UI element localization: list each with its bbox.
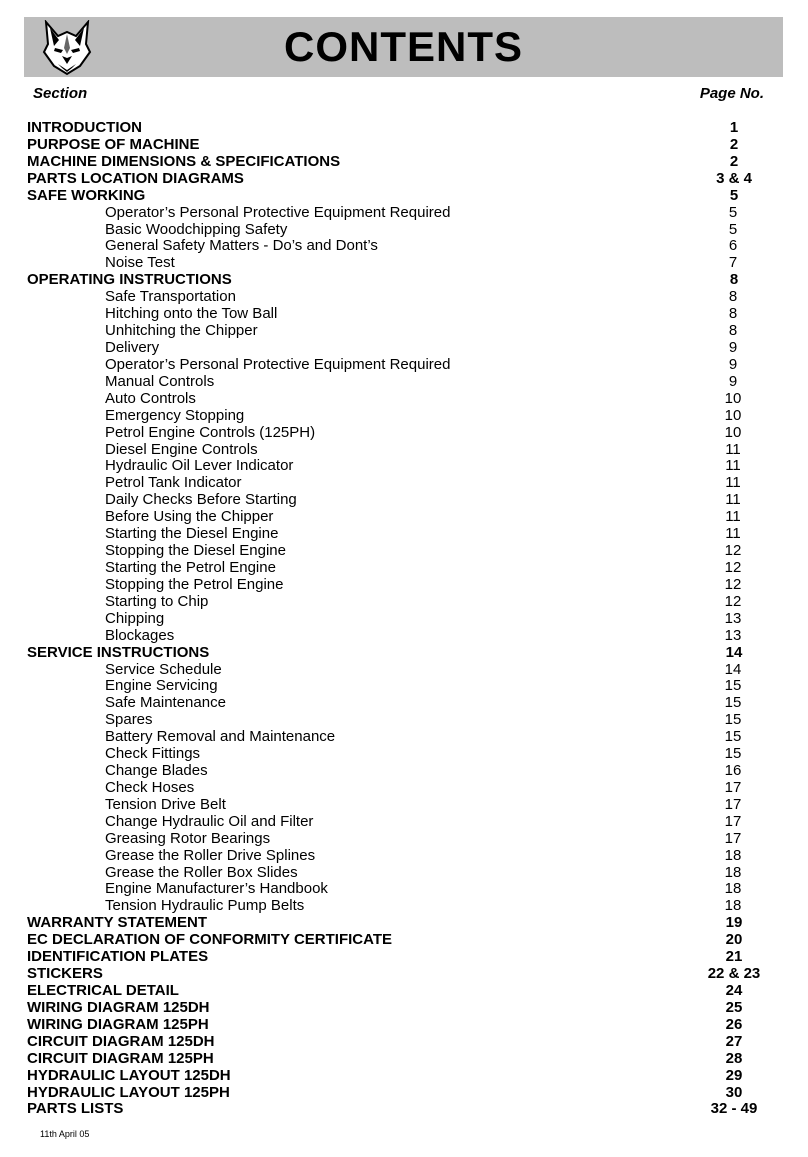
toc-subsection-row bbox=[27, 712, 763, 729]
toc-subsection-row bbox=[27, 848, 763, 865]
toc-subsection-row bbox=[27, 289, 763, 306]
toc-entry-label: Blockages bbox=[105, 626, 175, 644]
toc-subsection-row bbox=[27, 323, 763, 340]
toc-subsection-row bbox=[27, 238, 763, 255]
toc-entry-label: Battery Removal and Maintenance bbox=[105, 728, 336, 746]
toc-entry-page: 7 bbox=[728, 254, 738, 272]
page-title: CONTENTS bbox=[284, 23, 523, 70]
toc-entry-label: Tension Drive Belt bbox=[105, 795, 226, 813]
toc-entry-page: 15 bbox=[724, 745, 742, 763]
toc-subsection-row bbox=[27, 357, 763, 374]
toc-subsection-row bbox=[27, 205, 763, 222]
toc-entry-label: Chipping bbox=[105, 609, 165, 627]
toc-entry-label: HYDRAULIC LAYOUT 125DH bbox=[27, 1066, 231, 1084]
toc-entry-label: Engine Servicing bbox=[105, 677, 218, 695]
toc-entry-label: Check Fittings bbox=[105, 745, 201, 763]
toc-subsection-row bbox=[27, 678, 763, 695]
toc-subsection-row bbox=[27, 391, 763, 408]
toc-entry-page: 20 bbox=[725, 931, 743, 949]
toc-entry-label: Delivery bbox=[105, 338, 160, 356]
toc-subsection-row bbox=[27, 458, 763, 475]
toc-entry-label: Safe Maintenance bbox=[105, 694, 226, 712]
toc-entry-label: Before Using the Chipper bbox=[105, 508, 274, 526]
toc-entry-label: WIRING DIAGRAM 125DH bbox=[27, 998, 210, 1016]
toc-entry-page: 16 bbox=[724, 762, 742, 780]
toc-section-row bbox=[27, 154, 763, 171]
toc-entry-page: 8 bbox=[728, 322, 738, 340]
toc-entry-page: 15 bbox=[724, 728, 742, 746]
toc-entry-page: 12 bbox=[724, 542, 742, 560]
toc-entry-page: 26 bbox=[725, 1015, 743, 1033]
toc-entry-page: 10 bbox=[724, 423, 742, 441]
toc-entry-page: 29 bbox=[725, 1066, 743, 1084]
toc-entry-page: 15 bbox=[724, 711, 742, 729]
toc-entry-label: MACHINE DIMENSIONS & SPECIFICATIONS bbox=[27, 152, 341, 170]
toc-entry-label: Operator’s Personal Protective Equipment Required bbox=[105, 355, 451, 373]
toc-entry-page: 1 bbox=[729, 119, 739, 136]
toc-section-row bbox=[27, 949, 763, 966]
toc-subsection-row bbox=[27, 374, 763, 391]
toc-subsection-row bbox=[27, 881, 763, 898]
toc-entry-label: WARRANTY STATEMENT bbox=[27, 914, 207, 932]
toc-entry-page: 8 bbox=[728, 288, 738, 306]
toc-section-row bbox=[27, 1000, 763, 1017]
toc-entry-label: STICKERS bbox=[27, 965, 103, 983]
toc-entry-label: Hitching onto the Tow Ball bbox=[105, 305, 278, 323]
toc-subsection-row bbox=[27, 560, 763, 577]
toc-subsection-row bbox=[27, 543, 763, 560]
toc-entry-label: Daily Checks Before Starting bbox=[105, 491, 297, 509]
toc-section-row bbox=[27, 1085, 763, 1102]
footer-date: 11th April 05 bbox=[40, 1129, 90, 1139]
toc-subsection-row bbox=[27, 814, 763, 831]
toc-entry-page: 10 bbox=[724, 406, 742, 424]
toc-entry-page: 8 bbox=[728, 305, 738, 323]
toc-subsection-row bbox=[27, 746, 763, 763]
toc-subsection-row bbox=[27, 340, 763, 357]
toc-entry-page: 18 bbox=[724, 863, 742, 881]
toc-entry-label: General Safety Matters - Do’s and Dont’s bbox=[105, 237, 378, 255]
toc-entry-label: Change Blades bbox=[105, 762, 208, 780]
toc-entry-page: 14 bbox=[724, 660, 742, 678]
toc-entry-label: Unhitching the Chipper bbox=[105, 322, 258, 340]
toc-entry-label: Tension Hydraulic Pump Belts bbox=[105, 897, 305, 915]
toc-entry-label: Greasing Rotor Bearings bbox=[105, 829, 271, 847]
toc-entry-page: 12 bbox=[724, 592, 742, 610]
toc-entry-label: Safe Transportation bbox=[105, 288, 236, 306]
toc-entry-page: 22 & 23 bbox=[707, 965, 761, 983]
toc-entry-label: WIRING DIAGRAM 125PH bbox=[27, 1015, 209, 1033]
toc-section-row bbox=[27, 171, 763, 188]
toc-entry-page: 17 bbox=[724, 778, 742, 796]
toc-entry-page: 13 bbox=[724, 609, 742, 627]
toc-entry-page: 30 bbox=[725, 1083, 743, 1101]
toc-section-row bbox=[27, 645, 763, 662]
toc-entry-label: Petrol Engine Controls (125PH) bbox=[105, 423, 316, 441]
toc-entry-page: 27 bbox=[725, 1032, 743, 1050]
toc-entry-page: 2 bbox=[729, 152, 739, 170]
toc-entry-label: Operator’s Personal Protective Equipment Required bbox=[105, 203, 451, 221]
toc-subsection-row bbox=[27, 628, 763, 645]
toc-entry-page: 24 bbox=[725, 982, 743, 1000]
toc-entry-page: 5 bbox=[728, 203, 738, 221]
toc-subsection-row bbox=[27, 425, 763, 442]
toc-section-row bbox=[27, 966, 763, 983]
toc-section-row bbox=[27, 1034, 763, 1051]
toc-entry-page: 11 bbox=[725, 508, 741, 526]
toc-entry-label: Stopping the Diesel Engine bbox=[105, 542, 286, 560]
toc-section-row bbox=[27, 1068, 763, 1085]
toc-entry-label: Spares bbox=[105, 711, 153, 729]
toc-entry-label: EC DECLARATION OF CONFORMITY CERTIFICATE bbox=[27, 931, 392, 949]
toc-entry-page: 3 & 4 bbox=[716, 169, 752, 187]
toc-subsection-row bbox=[27, 898, 763, 915]
toc-entry-label: CIRCUIT DIAGRAM 125PH bbox=[27, 1049, 214, 1067]
toc-entry-label: Engine Manufacturer’s Handbook bbox=[105, 880, 328, 898]
toc-entry-page: 19 bbox=[725, 914, 743, 932]
toc-entry-page: 18 bbox=[724, 846, 742, 864]
toc-entry-label: Starting the Petrol Engine bbox=[105, 558, 276, 576]
toc-entry-label: Check Hoses bbox=[105, 778, 195, 796]
toc-entry-page: 11 bbox=[725, 491, 741, 509]
toc-entry-label: Diesel Engine Controls bbox=[105, 440, 258, 458]
toc-entry-page: 6 bbox=[728, 237, 738, 255]
toc-entry-page: 21 bbox=[725, 948, 743, 966]
toc-entry-page: 11 bbox=[725, 457, 741, 475]
toc-entry-label: Service Schedule bbox=[105, 660, 222, 678]
toc-entry-page: 18 bbox=[724, 897, 742, 915]
toc-entry-label: Change Hydraulic Oil and Filter bbox=[105, 812, 314, 830]
toc-entry-label: Auto Controls bbox=[105, 389, 196, 407]
toc-subsection-row bbox=[27, 729, 763, 746]
toc-entry-page: 14 bbox=[725, 643, 743, 661]
toc-subsection-row bbox=[27, 865, 763, 882]
toc-subsection-row bbox=[27, 222, 763, 239]
toc-entry-label: Basic Woodchipping Safety bbox=[105, 220, 288, 238]
toc-subsection-row bbox=[27, 255, 763, 272]
toc-subsection-row bbox=[27, 797, 763, 814]
toc-entry-page: 8 bbox=[729, 271, 739, 289]
toc-entry-label: OPERATING INSTRUCTIONS bbox=[27, 271, 232, 289]
toc-entry-label: Emergency Stopping bbox=[105, 406, 245, 424]
toc-subsection-row bbox=[27, 492, 763, 509]
toc-entry-page: 11 bbox=[725, 440, 741, 458]
section-column-header: Section bbox=[33, 85, 88, 102]
toc-entry-page: 17 bbox=[724, 795, 742, 813]
toc-section-row bbox=[27, 915, 763, 932]
toc-subsection-row bbox=[27, 780, 763, 797]
toc-subsection-row bbox=[27, 662, 763, 679]
page-column-header: Page No. bbox=[699, 85, 764, 102]
toc-section-row bbox=[27, 120, 763, 137]
toc-entry-page: 15 bbox=[724, 694, 742, 712]
toc-section-row bbox=[27, 932, 763, 949]
toc-entry-page: 11 bbox=[725, 525, 741, 543]
toc-entry-page: 9 bbox=[728, 355, 738, 373]
toc-entry-label: Noise Test bbox=[105, 254, 175, 272]
toc-entry-label: Stopping the Petrol Engine bbox=[105, 575, 284, 593]
toc-entry-label: Starting to Chip bbox=[105, 592, 209, 610]
toc-entry-label: SAFE WORKING bbox=[27, 186, 146, 204]
toc-entry-page: 10 bbox=[724, 389, 742, 407]
toc-entry-label: INTRODUCTION bbox=[27, 119, 142, 136]
toc-entry-label: Starting the Diesel Engine bbox=[105, 525, 279, 543]
toc-entry-page: 15 bbox=[724, 677, 742, 695]
toc-entry-page: 17 bbox=[724, 812, 742, 830]
toc-entry-page: 9 bbox=[728, 372, 738, 390]
toc-subsection-row bbox=[27, 594, 763, 611]
toc-entry-label: IDENTIFICATION PLATES bbox=[27, 948, 209, 966]
toc-entry-page: 9 bbox=[728, 338, 738, 356]
toc-entry-label: ELECTRICAL DETAIL bbox=[27, 982, 179, 1000]
toc-entry-page: 5 bbox=[728, 220, 738, 238]
toc-subsection-row bbox=[27, 695, 763, 712]
toc-subsection-row bbox=[27, 306, 763, 323]
toc-section-row bbox=[27, 1051, 763, 1068]
toc-entry-label: Hydraulic Oil Lever Indicator bbox=[105, 457, 294, 475]
toc-subsection-row bbox=[27, 408, 763, 425]
header-band bbox=[24, 17, 783, 77]
toc-entry-page: 25 bbox=[725, 998, 743, 1016]
toc-subsection-row bbox=[27, 509, 763, 526]
toc-entry-page: 5 bbox=[729, 186, 739, 204]
toc-entry-page: 28 bbox=[725, 1049, 743, 1067]
toc-entry-label: Grease the Roller Drive Splines bbox=[105, 846, 316, 864]
toc-entry-label: HYDRAULIC LAYOUT 125PH bbox=[27, 1083, 230, 1101]
toc-entry-page: 12 bbox=[724, 575, 742, 593]
toc-section-row bbox=[27, 983, 763, 1000]
toc-entry-page: 12 bbox=[724, 558, 742, 576]
toc-entry-label: PARTS LOCATION DIAGRAMS bbox=[27, 169, 244, 187]
toc-subsection-row bbox=[27, 763, 763, 780]
toc-entry-label: PARTS LISTS bbox=[27, 1100, 124, 1118]
toc-subsection-row bbox=[27, 611, 763, 628]
toc-entry-page: 2 bbox=[729, 135, 739, 153]
toc-entry-label: Grease the Roller Box Slides bbox=[105, 863, 298, 881]
toc-section-row bbox=[27, 272, 763, 289]
table-of-contents bbox=[27, 120, 763, 1118]
toc-entry-page: 11 bbox=[725, 474, 741, 492]
toc-entry-label: CIRCUIT DIAGRAM 125DH bbox=[27, 1032, 215, 1050]
toc-entry-page: 17 bbox=[724, 829, 742, 847]
toc-subsection-row bbox=[27, 831, 763, 848]
toc-section-row bbox=[27, 1101, 763, 1118]
toc-section-row bbox=[27, 137, 763, 154]
toc-section-row bbox=[27, 1017, 763, 1034]
toc-subsection-row bbox=[27, 526, 763, 543]
toc-subsection-row bbox=[27, 442, 763, 459]
toc-entry-label: PURPOSE OF MACHINE bbox=[27, 135, 200, 153]
toc-entry-page: 32 - 49 bbox=[710, 1100, 758, 1118]
toc-subsection-row bbox=[27, 577, 763, 594]
toc-entry-page: 13 bbox=[724, 626, 742, 644]
toc-entry-label: SERVICE INSTRUCTIONS bbox=[27, 643, 210, 661]
toc-entry-label: Manual Controls bbox=[105, 372, 215, 390]
toc-subsection-row bbox=[27, 475, 763, 492]
toc-section-row bbox=[27, 188, 763, 205]
toc-entry-page: 18 bbox=[724, 880, 742, 898]
toc-entry-label: Petrol Tank Indicator bbox=[105, 474, 242, 492]
